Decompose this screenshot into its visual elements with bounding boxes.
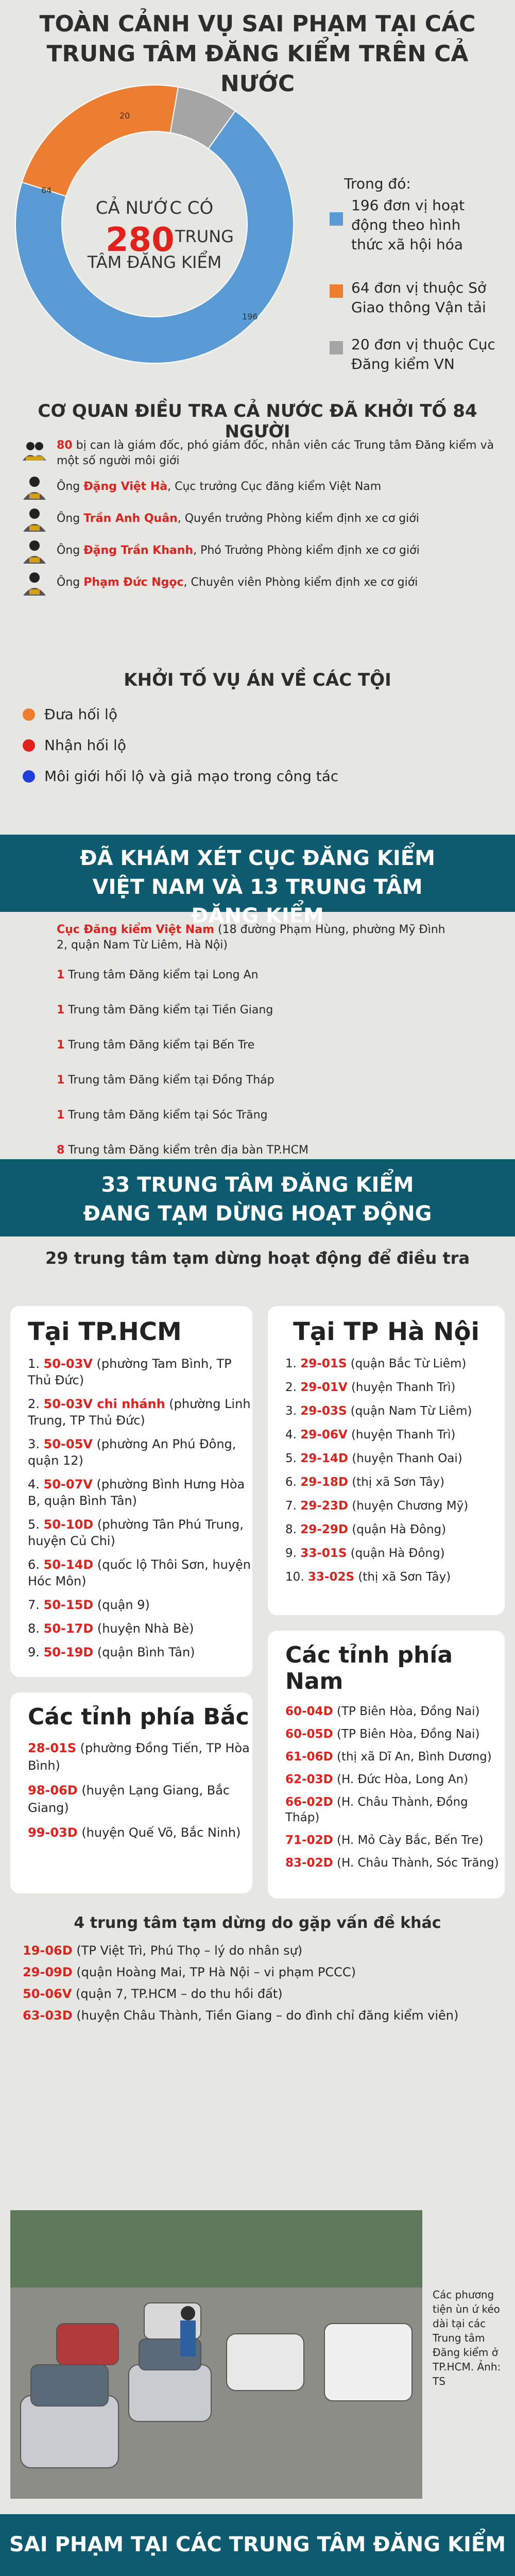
list-item: 62-03D (H. Đức Hòa, Long An): [285, 1773, 469, 1786]
person-icon: [21, 538, 48, 566]
donut-center-line2b: TÂM ĐĂNG KIỂM: [87, 252, 222, 272]
charge-item: [23, 706, 117, 723]
list-item: 63-03D (huyện Châu Thành, Tiền Giang – do đình chỉ đăng kiểm viên): [23, 2008, 459, 2023]
list-item: 28-01S (phường Đồng Tiến, TP Hòa Bình): [28, 1741, 250, 1773]
charges-heading: KHỞI TỐ VỤ ÁN VỀ CÁC TỘI: [124, 670, 391, 690]
search-item-text: Trung tâm Đăng kiểm tại Long An: [64, 969, 259, 981]
person-title: , Phó Trưởng Phòng kiểm định xe cơ giới: [193, 544, 420, 557]
photo-caption: Các phương tiện ùn ứ kéo dài tại các Trung tâm Đăng kiểm ở TP.HCM. Ảnh: TS: [433, 2289, 501, 2387]
card-hanoi-title: Tại TP Hà Nội: [293, 1317, 479, 1346]
person-row: [21, 543, 505, 558]
card-north-title: Các tỉnh phía Bắc: [28, 1704, 249, 1730]
person-title: , Quyền trưởng Phòng kiểm định xe cơ giới: [177, 512, 419, 525]
legend-swatch-blue: [330, 212, 343, 226]
list-item: 50-06V (quận 7, TP.HCM – do thu hồi đất): [23, 1987, 283, 2001]
search-list: [0, 922, 515, 1159]
charge-text: Nhận hối lộ: [44, 737, 126, 754]
person-row: [21, 479, 505, 495]
card-hanoi-list: [285, 1355, 505, 1585]
slice-label-64: 64: [41, 185, 52, 195]
card-south-title: Các tỉnh phía Nam: [285, 1642, 453, 1694]
slice-label-20: 20: [119, 111, 130, 121]
search-item: [57, 969, 259, 981]
person-name: Đặng Trần Khanh: [83, 544, 194, 557]
card-south-list: [285, 1704, 505, 1871]
legend-text-3: 20 đơn vị thuộc Cục Đăng kiểm VN: [351, 336, 495, 372]
list-item: 8. 50-17D (huyện Nhà Bè): [28, 1621, 194, 1636]
search-item-name: Cục Đăng kiểm Việt Nam: [57, 923, 214, 936]
person-row: [21, 575, 505, 590]
person-title: , Chuyên viên Phòng kiểm định xe cơ giới: [183, 576, 418, 589]
blue-dot-icon: [23, 770, 35, 783]
legend-swatch-orange: [330, 284, 343, 298]
summary-text: bị can là giám đốc, phó giám đốc, nhân viên các Trung tâm Đăng kiểm và một số người môi giới: [57, 439, 494, 467]
person-prefix: Ông: [57, 576, 84, 589]
person-icon: [21, 474, 48, 502]
orange-dot-icon: [23, 708, 35, 721]
search-item-num: 1: [57, 1109, 65, 1122]
donut-center-line1: CẢ NƯỚC CÓ: [95, 198, 214, 218]
list-item: 98-06D (huyện Lạng Giang, Bắc Giang): [28, 1783, 230, 1815]
card-north-list: [28, 1739, 252, 1841]
person-title: , Cục trưởng Cục đăng kiểm Việt Nam: [167, 480, 382, 493]
suspended-banner-text: 33 TRUNG TÂM ĐĂNG KIỂM ĐANG TẠM DỪNG HOẠT ĐỘNG: [83, 1173, 432, 1226]
charge-item: [23, 737, 126, 754]
search-item: [57, 1074, 274, 1087]
list-item: 8. 29-29D (quận Hà Đông): [285, 1523, 447, 1536]
card-hcm-list: [28, 1355, 252, 1660]
red-dot-icon: [23, 739, 35, 752]
list-item: 5. 50-10D (phường Tân Phú Trung, huyện Củ Chi): [28, 1517, 244, 1548]
card-north: [10, 1692, 252, 1893]
search-item: [57, 1144, 308, 1157]
search-item: [57, 1004, 273, 1016]
search-item: [57, 922, 448, 953]
donut-chart: [0, 70, 309, 379]
legend-swatch-gray: [330, 341, 343, 354]
list-item: 61-06D (thị xã Dĩ An, Bình Dương): [285, 1750, 492, 1764]
violations-banner: [0, 2514, 515, 2576]
charge-text: Môi giới hối lộ và giả mạo trong công tác: [44, 768, 339, 785]
donut-center-number: 280: [106, 221, 175, 259]
person-prefix: Ông: [57, 480, 84, 493]
donut-center-line2a: TRUNG: [175, 227, 234, 246]
person-row: [21, 511, 505, 527]
list-item: 60-04D (TP Biên Hòa, Đồng Nai): [285, 1705, 480, 1718]
card-south: [268, 1631, 505, 1899]
person-name: Trần Anh Quân: [83, 512, 178, 525]
list-item: 9. 33-01S (quận Hà Đông): [285, 1547, 445, 1560]
list-item: 6. 29-18D (thị xã Sơn Tây): [285, 1476, 445, 1489]
list-item: 7. 29-23D (huyện Chương Mỹ): [285, 1499, 469, 1513]
list-item: 4. 29-06V (huyện Thanh Trì): [285, 1428, 456, 1442]
list-item: 10. 33-02S (thị xã Sơn Tây): [285, 1570, 451, 1584]
legend-text-1: 196 đơn vị hoạt động theo hình thức xã hội hóa: [351, 197, 465, 253]
page-title: TOÀN CẢNH VỤ SAI PHẠM TẠI CÁC TRUNG TÂM ĐĂNG KIỂM TRÊN CẢ NƯỚC: [39, 11, 476, 97]
charges-section: [0, 670, 515, 804]
slice-label-196: 196: [242, 312, 258, 321]
summary-number: 80: [57, 439, 73, 452]
search-item-text: Trung tâm Đăng kiểm tại Tiền Giang: [64, 1004, 273, 1016]
list-item: 3. 29-03S (quận Nam Từ Liêm): [285, 1404, 472, 1418]
list-item: 3. 50-05V (phường An Phú Đông, quận 12): [28, 1437, 236, 1468]
donut-slice: [22, 85, 178, 196]
donut-section: [0, 77, 515, 392]
card-hcm: [10, 1306, 252, 1677]
search-item-num: 1: [57, 969, 65, 981]
list-item: 99-03D (huyện Quế Võ, Bắc Ninh): [28, 1825, 241, 1840]
list-item: 66-02D (H. Châu Thành, Đồng Tháp): [285, 1795, 468, 1824]
suspended-subheading: 29 trung tâm tạm dừng hoạt động để điều tra: [45, 1248, 470, 1268]
violations-banner-text: SAI PHẠM TẠI CÁC TRUNG TÂM ĐĂNG KIỂM: [9, 2533, 506, 2556]
list-item: 19-06D (TP Việt Trì, Phú Thọ – lý do nhân sự): [23, 1943, 303, 1958]
search-item-num: 8: [57, 1144, 65, 1157]
list-item: 6. 50-14D (quốc lộ Thôi Sơn, huyện Hóc Môn): [28, 1557, 251, 1588]
card-hanoi: [268, 1306, 505, 1615]
search-banner-text: ĐÃ KHÁM XÉT CỤC ĐĂNG KIỂM VIỆT NAM VÀ 13 TRUNG TÂM ĐĂNG KIỂM: [80, 846, 435, 928]
list-item: 60-05D (TP Biên Hòa, Đồng Nai): [285, 1727, 480, 1741]
legend-title: Trong đó:: [344, 175, 411, 192]
investigation-section: [0, 397, 515, 654]
list-item: 83-02D (H. Châu Thành, Sóc Trăng): [285, 1856, 499, 1870]
list-item: 7. 50-15D (quận 9): [28, 1598, 150, 1612]
person-name: Đặng Việt Hà: [83, 480, 168, 493]
person-prefix: Ông: [57, 544, 84, 557]
search-item-text: Trung tâm Đăng kiểm tại Sóc Trăng: [64, 1109, 268, 1122]
search-item-num: 1: [57, 1074, 65, 1087]
person-prefix: Ông: [57, 512, 84, 525]
other-heading: 4 trung tâm tạm dừng do gặp vấn đề khác: [74, 1914, 441, 1932]
list-item: 2. 50-03V chi nhánh (phường Linh Trung, TP Thủ Đức): [28, 1397, 251, 1428]
summary-row: [21, 438, 505, 469]
list-item: 29-09D (quận Hoàng Mai, TP Hà Nội – vi phạm PCCC): [23, 1965, 356, 1979]
title-section: [0, 0, 515, 97]
legend-text-2: 64 đơn vị thuộc Sở Giao thông Vận tải: [351, 279, 487, 316]
group-icon: [21, 438, 48, 466]
charge-item: [23, 768, 338, 785]
investigation-heading: CƠ QUAN ĐIỀU TRA CẢ NƯỚC ĐÃ KHỞI TỐ 84 NGƯỜI: [38, 401, 477, 442]
list-item: 71-02D (H. Mỏ Cày Bắc, Bến Tre): [285, 1834, 484, 1847]
person-icon: [21, 570, 48, 598]
search-item-text: Trung tâm Đăng kiểm tại Bến Tre: [64, 1039, 255, 1052]
list-item: 1. 50-03V (phường Tam Bình, TP Thủ Đức): [28, 1357, 232, 1387]
list-item: 2. 29-01V (huyện Thanh Trì): [285, 1381, 456, 1394]
list-item: 4. 50-07V (phường Bình Hưng Hòa B, quận Bình Tân): [28, 1477, 245, 1508]
search-banner: [0, 835, 515, 928]
person-icon: [21, 506, 48, 534]
other-list: [23, 1940, 507, 2026]
charge-text: Đưa hối lộ: [44, 706, 117, 723]
list-item: 5. 29-14D (huyện Thanh Oai): [285, 1452, 462, 1465]
list-item: 9. 50-19D (quận Bình Tân): [28, 1645, 195, 1659]
list-item: 1. 29-01S (quận Bắc Từ Liêm): [285, 1357, 467, 1370]
search-item-num: 1: [57, 1004, 65, 1016]
search-item-num: 1: [57, 1039, 65, 1052]
search-item-text: Trung tâm Đăng kiểm trên địa bàn TP.HCM: [64, 1144, 308, 1157]
photo-section: [0, 2210, 515, 2499]
search-item-text: (18 đường Phạm Hùng, phường Mỹ Đình 2, quận Nam Từ Liêm, Hà Nội): [57, 923, 445, 952]
search-item: [57, 1109, 268, 1122]
card-hcm-title: Tại TP.HCM: [28, 1317, 182, 1346]
suspended-banner: [0, 1159, 515, 1236]
search-item: [57, 1039, 254, 1052]
search-item-text: Trung tâm Đăng kiểm tại Đồng Tháp: [64, 1074, 274, 1087]
person-name: Phạm Đức Ngọc: [83, 576, 184, 589]
suspended-section: [0, 1239, 515, 2197]
traffic-photo: [10, 2210, 422, 2499]
